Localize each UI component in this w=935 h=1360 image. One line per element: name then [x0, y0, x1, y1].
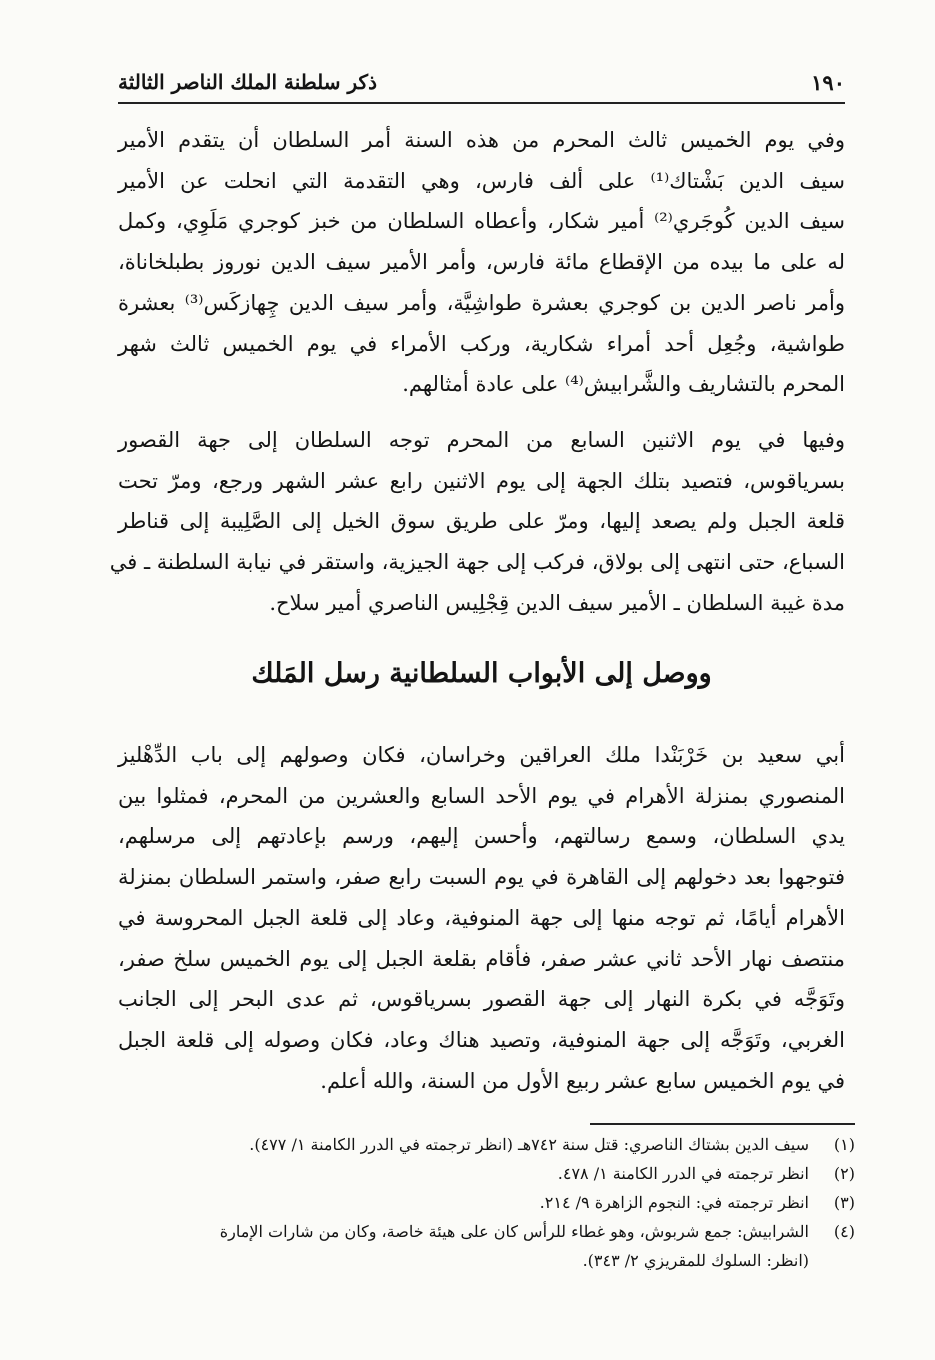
paragraph-3: [118, 735, 845, 1101]
text-line: المحرم بالتشاريف والشَّرابيش⁽⁴⁾ على عادة أمثالهم.: [402, 372, 845, 397]
text-line: وفي يوم الخميس ثالث المحرم من هذه السنة أمر السلطان أن يتقدم الأمير: [118, 128, 845, 152]
footnote-line: انظر ترجمته في الدرر الكامنة ١/ ٤٧٨.: [557, 1164, 809, 1183]
footnote-number: (٤): [833, 1222, 855, 1241]
footnote-text: [118, 1130, 809, 1159]
footnote-3: [118, 1188, 855, 1217]
text-line: الغربي، وتَوَجَّه إلى جهة المنوفية، وتصيد هناك وعاد، فكان وصوله إلى قلعة الجبل: [118, 1027, 845, 1052]
footnote-text: [118, 1159, 809, 1188]
page-number: ١٩٠: [811, 70, 845, 95]
footnote-line: الشرابيش: جمع شربوش، وهو غطاء للرأس كان على هيئة خاصة، وكان من شارات الإمارة: [219, 1222, 809, 1241]
text-line: وتَوَجَّه في بكرة النهار إلى جهة القصور بسرياقوس، ثم عدى البحر إلى الجانب: [118, 987, 845, 1012]
text-line: السباع، حتى انتهى إلى بولاق، فركب إلى جهة الجيزية، واستقر في نيابة السلطنة ـ في: [109, 550, 845, 575]
footnote-2: [118, 1159, 855, 1188]
footnote-text: [118, 1188, 809, 1217]
running-title: ذكر سلطنة الملك الناصر الثالثة: [118, 70, 377, 94]
footnotes: [118, 1130, 855, 1275]
text-line: يدي السلطان، وسمع رسالتهم، وأحسن إليهم، ورسم بإعادتهم إلى مرسلهم،: [118, 824, 845, 849]
paragraph-2: [109, 420, 845, 624]
footnote-text: [118, 1217, 809, 1275]
section-heading: ووصل إلى الأبواب السلطانية رسل المَلك: [251, 658, 712, 689]
text-line: قلعة الجبل ولم يصعد إليها، ومرّ على طريق سوق الخيل إلى الصَّلِيبة إلى قناطر: [118, 509, 845, 534]
footnote-number: (٣): [833, 1193, 855, 1212]
footnote-number: (٢): [833, 1164, 855, 1183]
text-line: أبي سعيد بن خَرْبَنْدا ملك العراقين وخراسان، فكان وصولهم إلى باب الدِّهْليز: [118, 743, 845, 767]
text-line: له على ما بيده من الإقطاع مائة فارس، وأمر الأمير سيف الدين نوروز بطبلخاناة،: [118, 250, 845, 275]
text-line: فتوجهوا بعد دخولهم إلى القاهرة في يوم السبت رابع صفر، واستمر السلطان بمنزلة: [118, 865, 845, 890]
footnote-divider: [590, 1123, 855, 1125]
paragraph-1: [118, 120, 845, 405]
footnote-line: سيف الدين بشتاك الناصري: قتل سنة ٧٤٢هـ (انظر ترجمته في الدرر الكامنة ١/ ٤٧٧).: [249, 1135, 809, 1154]
text-line: مدة غيبة السلطان ـ الأمير سيف الدين قِجْلِيس الناصري أمير سلاح.: [269, 590, 845, 615]
text-line: سيف الدين كُوجَري⁽²⁾ أمير شكار، وأعطاه السلطان من خبز كوجري مَلَوِي، وكمل: [118, 209, 845, 234]
text-line: وفيها في يوم الاثنين السابع من المحرم توجه السلطان إلى جهة القصور: [118, 428, 845, 452]
footnote-1: [118, 1130, 855, 1159]
footnote-line: انظر ترجمته في: النجوم الزاهرة ٩/ ٢١٤.: [539, 1193, 809, 1212]
text-line: المنصوري بمنزلة الأهرام في يوم الأحد السابع والعشرين من المحرم، فمثلوا بين: [118, 783, 845, 808]
text-line: طواشية، وجُعِل أحد أمراء شكارية، وركب الأمراء في يوم الخميس ثالث شهر: [118, 331, 845, 356]
text-line: في يوم الخميس سابع عشر ربيع الأول من السنة، والله أعلم.: [320, 1068, 845, 1093]
footnote-4: [118, 1217, 855, 1275]
text-line: منتصف نهار الأحد ثاني عشر صفر، فأقام بقلعة الجبل إلى يوم الخميس سلخ صفر،: [118, 946, 845, 971]
text-line: سيف الدين بَشْتاك⁽¹⁾ على ألف فارس، وهي التقدمة التي انحلت عن الأمير: [118, 168, 845, 193]
footnote-number: (١): [833, 1135, 855, 1154]
text-line: وأمر ناصر الدين بن كوجري بعشرة طواشِيَّة، وأمر سيف الدين چِهازكَس⁽³⁾ بعشرة: [118, 290, 845, 315]
footnote-line: (انظر: السلوك للمقريزي ٢/ ٣٤٣).: [582, 1251, 809, 1270]
text-line: الأهرام أيامًا، ثم توجه منها إلى جهة المنوفية، وعاد إلى قلعة الجبل المحروسة في: [118, 905, 845, 930]
page-header: [118, 60, 845, 104]
text-line: بسرياقوس، فتصيد بتلك الجهة إلى يوم الاثنين رابع عشر الشهر ورجع، ومرّ تحت: [118, 468, 845, 493]
